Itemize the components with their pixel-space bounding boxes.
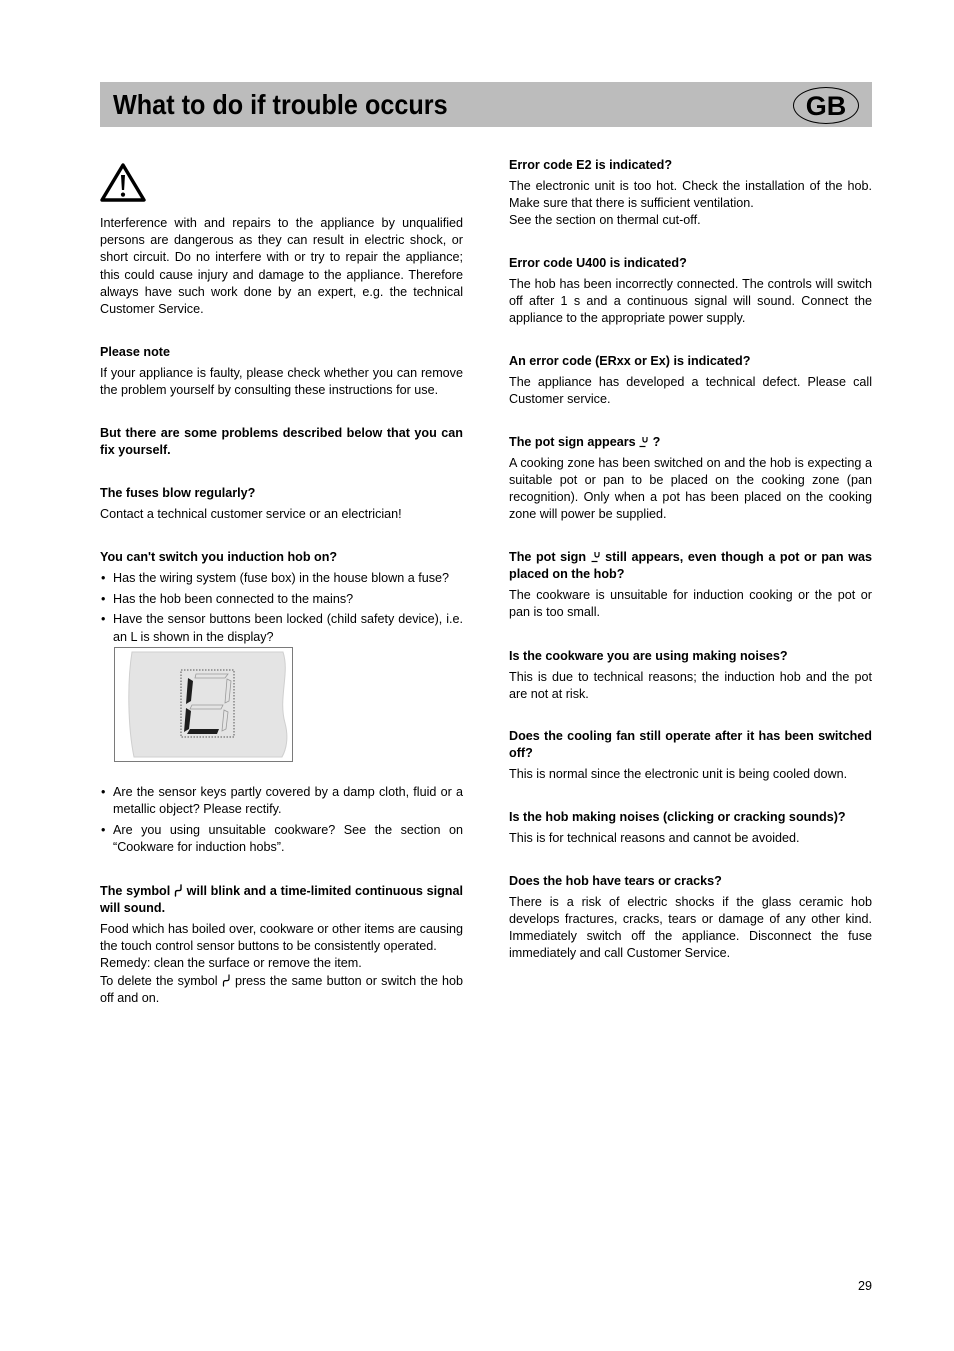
erxx-section — [509, 353, 872, 408]
e2-text: The electronic unit is too hot. Check the installation of the hob. Make sure that there is sufficient ventilation. — [509, 178, 872, 210]
switch-on-checklist — [100, 570, 463, 646]
warning-triangle-icon — [100, 162, 146, 203]
display-lock-l-icon — [115, 648, 292, 761]
page-header-bar — [100, 82, 872, 127]
warning-section — [100, 215, 463, 318]
symbol-blink-delete — [100, 973, 463, 1007]
please-note-text: If your appliance is faulty, please check whether you can remove the problem yourself by consulting these instructions for use. — [100, 365, 463, 397]
display-illustration — [114, 647, 293, 762]
pot-sign-icon — [639, 436, 649, 448]
symbol-blink-remedy: Remedy: clean the surface or remove the item. — [100, 956, 362, 971]
self-fix-section — [100, 425, 463, 463]
fuses-heading: The fuses blow regularly? — [100, 486, 256, 500]
cracks-text: There is a risk of electric shocks if the glass ceramic hob develops fractures, cracks, tears or damage of any other kind. Immediately switch off the appliance. Disconnect the fuse immediately and call Customer Service. — [509, 894, 872, 961]
switch-on-section — [100, 549, 463, 649]
cracks-section — [509, 873, 872, 963]
clicking-heading: Is the hob making noises (clicking or cracking sounds)? — [509, 810, 846, 824]
please-note-heading: Please note — [100, 345, 170, 359]
e2-section — [509, 157, 872, 229]
cracks-heading: Does the hob have tears or cracks? — [509, 874, 722, 888]
symbol-blink-text: Food which has boiled over, cookware or other items are causing the touch control sensor buttons to be consistently operated. — [100, 922, 463, 954]
noises-text: This is due to technical reasons; the induction hob and the pot are not at risk. — [509, 669, 872, 701]
fan-section — [509, 728, 872, 783]
pot-sign-still-section — [509, 549, 872, 621]
list-item: • Are you using unsuitable cookware? See the section on “Cookware for induction hobs”. — [113, 822, 463, 856]
warning-text: Interference with and repairs to the appliance by unqualified persons are dangerous as they can result in electric shock, or short circuit. Do no interfere with or try to repair the appliance; this could cause injury and damage to the appliance. Therefore always have such work done by an expert, e.g. the technical Customer Service. — [100, 216, 463, 317]
self-fix-note: But there are some problems described below that you can fix yourself. — [100, 426, 463, 458]
u400-section — [509, 255, 872, 327]
clicking-text: This is for technical reasons and cannot be avoided. — [509, 830, 800, 845]
pot-sign-still-heading — [509, 549, 872, 583]
delete-text: To delete the symbol — [100, 973, 218, 988]
heading-text: will blink and a time-limited continuous signal will sound. — [100, 884, 464, 916]
e2-heading: Error code E2 is indicated? — [509, 158, 673, 172]
noises-section — [509, 648, 872, 703]
pot-sign-still-text: The cookware is unsuitable for induction cooking or the pot or pan is too small. — [509, 588, 872, 620]
pot-sign-icon — [591, 551, 601, 563]
fuses-section — [100, 485, 463, 523]
erxx-heading: An error code (ERxx or Ex) is indicated? — [509, 354, 751, 368]
noises-heading: Is the cookware you are using making noises? — [509, 649, 788, 663]
heading-text: ? — [652, 435, 661, 449]
sensor-overflow-icon — [222, 974, 231, 987]
sensor-overflow-icon — [174, 884, 183, 897]
delete-text: press the same button or switch the hob off and on. — [100, 973, 464, 1005]
page-number: 29 — [857, 1279, 872, 1293]
heading-text: still appears, even though a pot or pan was placed on the hob? — [509, 550, 872, 582]
pot-sign-text: A cooking zone has been switched on and the hob is expecting a suitable pot or pan to be placed on the cooking zone (pan recognition). Only when a pot has been placed on the cooking zone will power be supplied. — [509, 455, 872, 522]
clicking-section — [509, 809, 872, 847]
switch-on-checklist-more — [100, 784, 463, 856]
fan-heading: Does the cooling fan still operate after it has been switched off? — [509, 729, 872, 761]
list-item: • Have the sensor buttons been locked (child safety device), i.e. an L is shown in the display? — [113, 611, 463, 645]
language-badge: GB — [793, 87, 859, 124]
page-title: What to do if trouble occurs — [113, 89, 448, 120]
e2-see-also: See the section on thermal cut-off. — [509, 213, 701, 228]
list-item: • Has the hob been connected to the mains? — [113, 591, 463, 608]
symbol-blink-heading — [100, 883, 463, 917]
list-item: • Has the wiring system (fuse box) in the house blown a fuse? — [113, 570, 463, 587]
fan-text: This is normal since the electronic unit is being cooled down. — [509, 767, 848, 781]
u400-heading: Error code U400 is indicated? — [509, 256, 687, 270]
heading-text: The pot sign — [509, 550, 587, 564]
fuses-text: Contact a technical customer service or an electrician! — [100, 506, 402, 521]
heading-text: The symbol — [100, 884, 171, 898]
heading-text: The pot sign appears — [509, 435, 636, 449]
erxx-text: The appliance has developed a technical defect. Please call Customer service. — [509, 374, 872, 406]
switch-on-checklist-continued — [100, 784, 463, 860]
switch-on-heading: You can't switch you induction hob on? — [100, 550, 338, 564]
u400-text: The hob has been incorrectly connected. The controls will switch off after 1 s and a continuous signal will sound. Connect the appliance to the appropriate power supply. — [509, 276, 872, 326]
list-item: • Are the sensor keys partly covered by a damp cloth, fluid or a metallic object? Please rectify. — [113, 784, 463, 818]
pot-sign-heading — [509, 434, 872, 451]
please-note-section — [100, 344, 463, 399]
pot-sign-section — [509, 434, 872, 524]
symbol-blink-section — [100, 883, 463, 1007]
